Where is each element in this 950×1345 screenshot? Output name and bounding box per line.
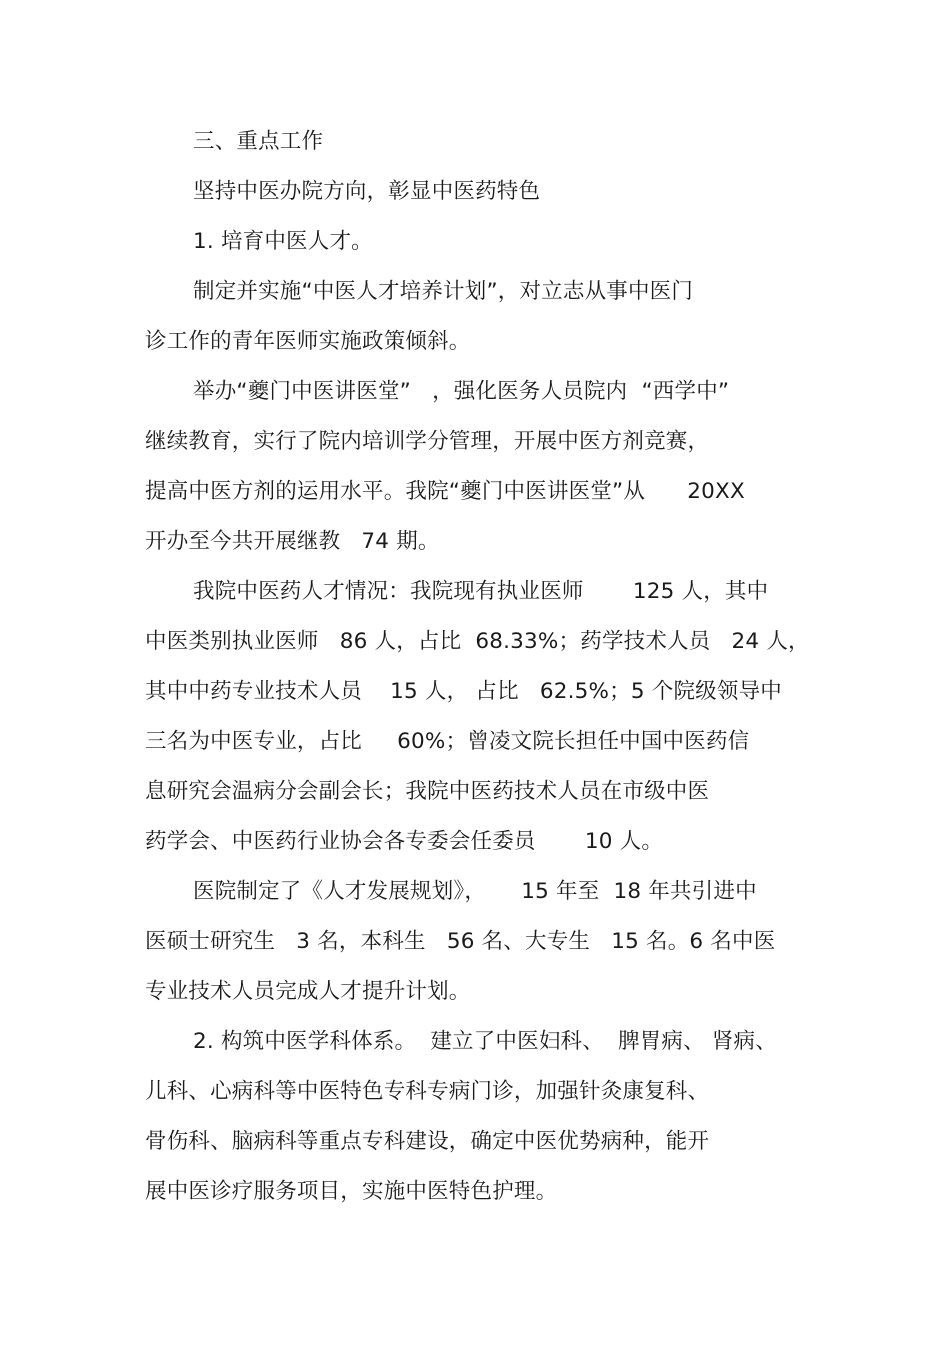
paragraph-line: 三名为中医专业，占比 60%；曾凌文院长担任中国中医药信: [145, 729, 750, 754]
paragraph-line: 展中医诊疗服务项目，实施中医特色护理。: [145, 1179, 558, 1204]
paragraph-line: 我院中医药人才情况：我院现有执业医师 125 人，其中: [193, 579, 769, 604]
subheading: 坚持中医办院方向，彰显中医药特色: [193, 179, 541, 204]
numbered-item-heading: 1. 培育中医人才。: [193, 229, 373, 254]
paragraph-line: 骨伤科、脑病科等重点专科建设，确定中医优势病种，能开: [145, 1129, 710, 1154]
paragraph-line: 其中中药专业技术人员 15 人， 占比 62.5%；5 个院级领导中: [145, 679, 782, 704]
paragraph-line: 中医类别执业医师 86 人，占比 68.33%；药学技术人员 24 人，: [145, 629, 810, 654]
paragraph-line: 息研究会温病分会副会长；我院中医药技术人员在市级中医: [145, 779, 710, 804]
paragraph-line: 医院制定了《人才发展规划》， 15 年至 18 年共引进中: [193, 879, 757, 904]
paragraph-line: 继续教育，实行了院内培训学分管理，开展中医方剂竞赛，: [145, 429, 710, 454]
paragraph-line: 举办“夔门中医讲医堂” ，强化医务人员院内 “西学中”: [193, 379, 730, 404]
paragraph-line: 儿科、心病科等中医特色专科专病门诊，加强针灸康复科、: [145, 1079, 710, 1104]
paragraph-line: 开办至今共开展继教 74 期。: [145, 529, 440, 554]
paragraph-line: 提高中医方剂的运用水平。我院“夔门中医讲医堂”从 20XX: [145, 479, 745, 504]
section-heading: 三、重点工作: [193, 129, 324, 154]
paragraph-line: 诊工作的青年医师实施政策倾斜。: [145, 329, 471, 354]
paragraph-line: 专业技术人员完成人才提升计划。: [145, 979, 471, 1004]
paragraph-line: 制定并实施“中医人才培养计划”，对立志从事中医门: [193, 279, 694, 304]
paragraph-line: 药学会、中医药行业协会各专委会任委员 10 人。: [145, 829, 664, 854]
paragraph-line: 医硕士研究生 3 名，本科生 56 名、大专生 15 名。6 名中医: [145, 929, 776, 954]
numbered-item-heading: 2. 构筑中医学科体系。 建立了中医妇科、 脾胃病、 肾病、: [193, 1029, 777, 1054]
